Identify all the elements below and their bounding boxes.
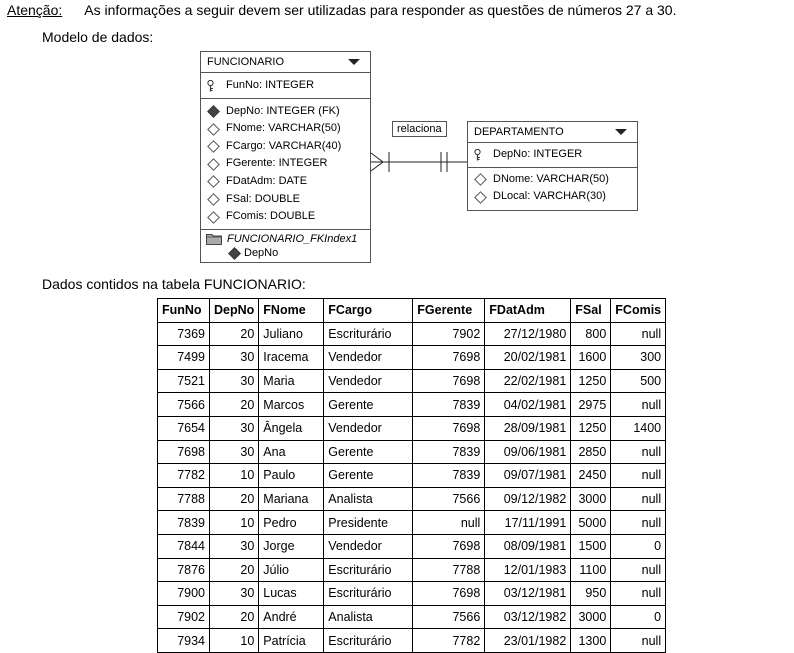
table-cell: 7788 [413, 558, 485, 582]
attribute-field: FDatAdm: DATE [226, 174, 308, 187]
table-cell: 7698 [158, 440, 210, 464]
table-cell: 7844 [158, 534, 210, 558]
table-cell: 1300 [571, 629, 611, 653]
table-cell: 7839 [413, 393, 485, 417]
table-row [158, 558, 666, 582]
table-cell: null [611, 629, 666, 653]
table-cell: 17/11/1991 [485, 511, 571, 535]
table-cell: Escriturário [324, 629, 413, 653]
table-cell: 7698 [413, 582, 485, 606]
key-icon [473, 149, 482, 161]
attributes-section [201, 99, 370, 230]
table-row [158, 322, 666, 346]
table-cell: 09/06/1981 [485, 440, 571, 464]
table-cell: 7566 [413, 487, 485, 511]
table-body [158, 322, 666, 652]
table-cell: Vendedor [324, 534, 413, 558]
table-cell: 10 [210, 464, 259, 488]
table-cell: 7698 [413, 416, 485, 440]
table-cell: Pedro [259, 511, 324, 535]
pk-row [468, 146, 637, 164]
table-cell: André [259, 605, 324, 629]
table-cell: 7934 [158, 629, 210, 653]
table-cell: 30 [210, 369, 259, 393]
table-row [158, 534, 666, 558]
attribute-field: FNome: VARCHAR(50) [226, 122, 341, 135]
table-row [158, 582, 666, 606]
table-cell: 09/12/1982 [485, 487, 571, 511]
table-row [158, 629, 666, 653]
column-header: DepNo [210, 299, 259, 323]
table-cell: Gerente [324, 440, 413, 464]
table-cell: 800 [571, 322, 611, 346]
pk-field: DepNo: INTEGER [493, 148, 583, 160]
attribute-row [468, 188, 637, 206]
table-cell: 7698 [413, 534, 485, 558]
table-cell: 5000 [571, 511, 611, 535]
pk-section [468, 143, 637, 168]
table-cell: Escriturário [324, 558, 413, 582]
diamond-icon [207, 211, 220, 224]
table-cell: Lucas [259, 582, 324, 606]
table-cell: 300 [611, 346, 666, 370]
table-cell: 20 [210, 322, 259, 346]
table-cell: 20 [210, 605, 259, 629]
attribute-field: FCargo: VARCHAR(40) [226, 139, 342, 152]
table-cell: Analista [324, 487, 413, 511]
table-cell: Escriturário [324, 322, 413, 346]
table-cell: Analista [324, 605, 413, 629]
diamond-icon [207, 176, 220, 189]
table-label: Dados contidos na tabela FUNCIONARIO: [42, 276, 306, 292]
table-row [158, 369, 666, 393]
table-row [158, 605, 666, 629]
entity-funcionario [200, 51, 371, 263]
table-cell: 30 [210, 582, 259, 606]
table-cell: 2450 [571, 464, 611, 488]
attribute-row [201, 155, 370, 173]
diamond-icon [207, 140, 220, 153]
table-cell: 1500 [571, 534, 611, 558]
table-cell: 10 [210, 629, 259, 653]
column-header: FSal [571, 299, 611, 323]
table-cell: 30 [210, 440, 259, 464]
intro-text: As informações a seguir devem ser utilizadas para responder as questões de números 27 a 30. [84, 2, 677, 18]
table-cell: 04/02/1981 [485, 393, 571, 417]
attribute-field: DLocal: VARCHAR(30) [493, 190, 606, 203]
table-cell: Gerente [324, 393, 413, 417]
table-cell: 27/12/1980 [485, 322, 571, 346]
table-cell: 7902 [158, 605, 210, 629]
attribute-field: DNome: VARCHAR(50) [493, 172, 609, 185]
pk-row [201, 77, 370, 95]
entity-header [468, 122, 637, 143]
table-cell: 10 [210, 511, 259, 535]
entity-departamento [467, 121, 638, 211]
attribute-row [201, 191, 370, 209]
column-header: FunNo [158, 299, 210, 323]
diamond-icon [207, 123, 220, 136]
table-row [158, 440, 666, 464]
table-cell: Vendedor [324, 369, 413, 393]
table-cell: 20 [210, 558, 259, 582]
pk-section [201, 73, 370, 99]
column-header: FNome [259, 299, 324, 323]
funcionario-table [157, 298, 666, 653]
key-icon [206, 80, 215, 92]
table-cell: 20/02/1981 [485, 346, 571, 370]
table-cell: 22/02/1981 [485, 369, 571, 393]
index-name: FUNCIONARIO_FKIndex1 [227, 232, 358, 245]
index-section [201, 230, 370, 262]
table-cell: 7782 [158, 464, 210, 488]
table-cell: 0 [611, 605, 666, 629]
column-header: FComis [611, 299, 666, 323]
model-label: Modelo de dados: [42, 29, 154, 45]
entity-header [201, 52, 370, 73]
table-cell: 1100 [571, 558, 611, 582]
table-cell: null [611, 464, 666, 488]
table-cell: Ângela [259, 416, 324, 440]
index-diamond-icon [228, 247, 241, 260]
pk-field: FunNo: INTEGER [226, 79, 315, 91]
table-cell: Vendedor [324, 416, 413, 440]
attribute-row [201, 120, 370, 138]
fk-field: DepNo: INTEGER (FK) [226, 104, 340, 117]
table-cell: Paulo [259, 464, 324, 488]
column-header: FGerente [413, 299, 485, 323]
diamond-icon [474, 191, 487, 204]
table-cell: Júlio [259, 558, 324, 582]
table-cell: 7499 [158, 346, 210, 370]
table-cell: Jorge [259, 534, 324, 558]
diamond-icon [207, 193, 220, 206]
fk-diamond-icon [207, 105, 220, 118]
table-cell: null [611, 558, 666, 582]
table-cell: 7839 [158, 511, 210, 535]
table-cell: 20 [210, 393, 259, 417]
table-cell: Iracema [259, 346, 324, 370]
dropdown-arrow-icon [348, 59, 360, 65]
table-cell: 09/07/1981 [485, 464, 571, 488]
table-cell: 0 [611, 534, 666, 558]
table-cell: 03/12/1981 [485, 582, 571, 606]
table-cell: 03/12/1982 [485, 605, 571, 629]
table-cell: 2850 [571, 440, 611, 464]
table-cell: 7698 [413, 346, 485, 370]
table-cell: 7566 [413, 605, 485, 629]
table-cell: Ana [259, 440, 324, 464]
table-cell: 08/09/1981 [485, 534, 571, 558]
table-cell: Maria [259, 369, 324, 393]
entity-title: DEPARTAMENTO [474, 126, 564, 138]
table-cell: 30 [210, 416, 259, 440]
table-cell: Mariana [259, 487, 324, 511]
table-cell: 3000 [571, 487, 611, 511]
table-cell: 7521 [158, 369, 210, 393]
table-cell: 7654 [158, 416, 210, 440]
table-cell: 7369 [158, 322, 210, 346]
table-cell: null [611, 440, 666, 464]
table-cell: 7876 [158, 558, 210, 582]
attribute-row [468, 171, 637, 189]
table-cell: 28/09/1981 [485, 416, 571, 440]
table-cell: 2975 [571, 393, 611, 417]
column-header: FDatAdm [485, 299, 571, 323]
table-cell: null [413, 511, 485, 535]
table-cell: 1600 [571, 346, 611, 370]
table-cell: 30 [210, 534, 259, 558]
table-cell: 12/01/1983 [485, 558, 571, 582]
index-column: DepNo [244, 246, 279, 259]
table-cell: 7788 [158, 487, 210, 511]
table-cell: 7782 [413, 629, 485, 653]
table-cell: Vendedor [324, 346, 413, 370]
attribute-row [201, 208, 370, 226]
table-cell: 1400 [611, 416, 666, 440]
attention-label: Atenção: [7, 2, 63, 18]
table-cell: 7902 [413, 322, 485, 346]
attribute-row [201, 173, 370, 191]
table-row [158, 393, 666, 417]
table-cell: null [611, 487, 666, 511]
table-cell: 3000 [571, 605, 611, 629]
table-row [158, 464, 666, 488]
table-cell: 950 [571, 582, 611, 606]
table-cell: Escriturário [324, 582, 413, 606]
attributes-section [468, 168, 637, 210]
table-cell: 23/01/1982 [485, 629, 571, 653]
diamond-icon [207, 158, 220, 171]
attribute-field: FGerente: INTEGER [226, 157, 328, 170]
index-folder-icon [206, 233, 222, 245]
fk-row [201, 103, 370, 121]
table-cell: null [611, 322, 666, 346]
table-cell: 7698 [413, 369, 485, 393]
table-row [158, 511, 666, 535]
table-row [158, 346, 666, 370]
attribute-field: FSal: DOUBLE [226, 192, 300, 205]
entity-title: FUNCIONARIO [207, 56, 284, 68]
table-cell: 500 [611, 369, 666, 393]
table-cell: null [611, 511, 666, 535]
table-cell: Patrícia [259, 629, 324, 653]
table-cell: Marcos [259, 393, 324, 417]
table-cell: 7839 [413, 464, 485, 488]
table-cell: Juliano [259, 322, 324, 346]
attribute-field: FComis: DOUBLE [226, 210, 316, 223]
dropdown-arrow-icon [615, 129, 627, 135]
table-cell: 7900 [158, 582, 210, 606]
table-cell: Gerente [324, 464, 413, 488]
table-row [158, 487, 666, 511]
table-cell: 1250 [571, 416, 611, 440]
relationship-label: relaciona [392, 121, 447, 137]
table-cell: 20 [210, 487, 259, 511]
table-cell: null [611, 393, 666, 417]
table-cell: 1250 [571, 369, 611, 393]
attribute-row [201, 138, 370, 156]
table-cell: null [611, 582, 666, 606]
table-cell: 7566 [158, 393, 210, 417]
table-row [158, 416, 666, 440]
table-cell: Presidente [324, 511, 413, 535]
table-header-row [158, 299, 666, 323]
column-header: FCargo [324, 299, 413, 323]
diamond-icon [474, 173, 487, 186]
table-cell: 30 [210, 346, 259, 370]
table-cell: 7839 [413, 440, 485, 464]
